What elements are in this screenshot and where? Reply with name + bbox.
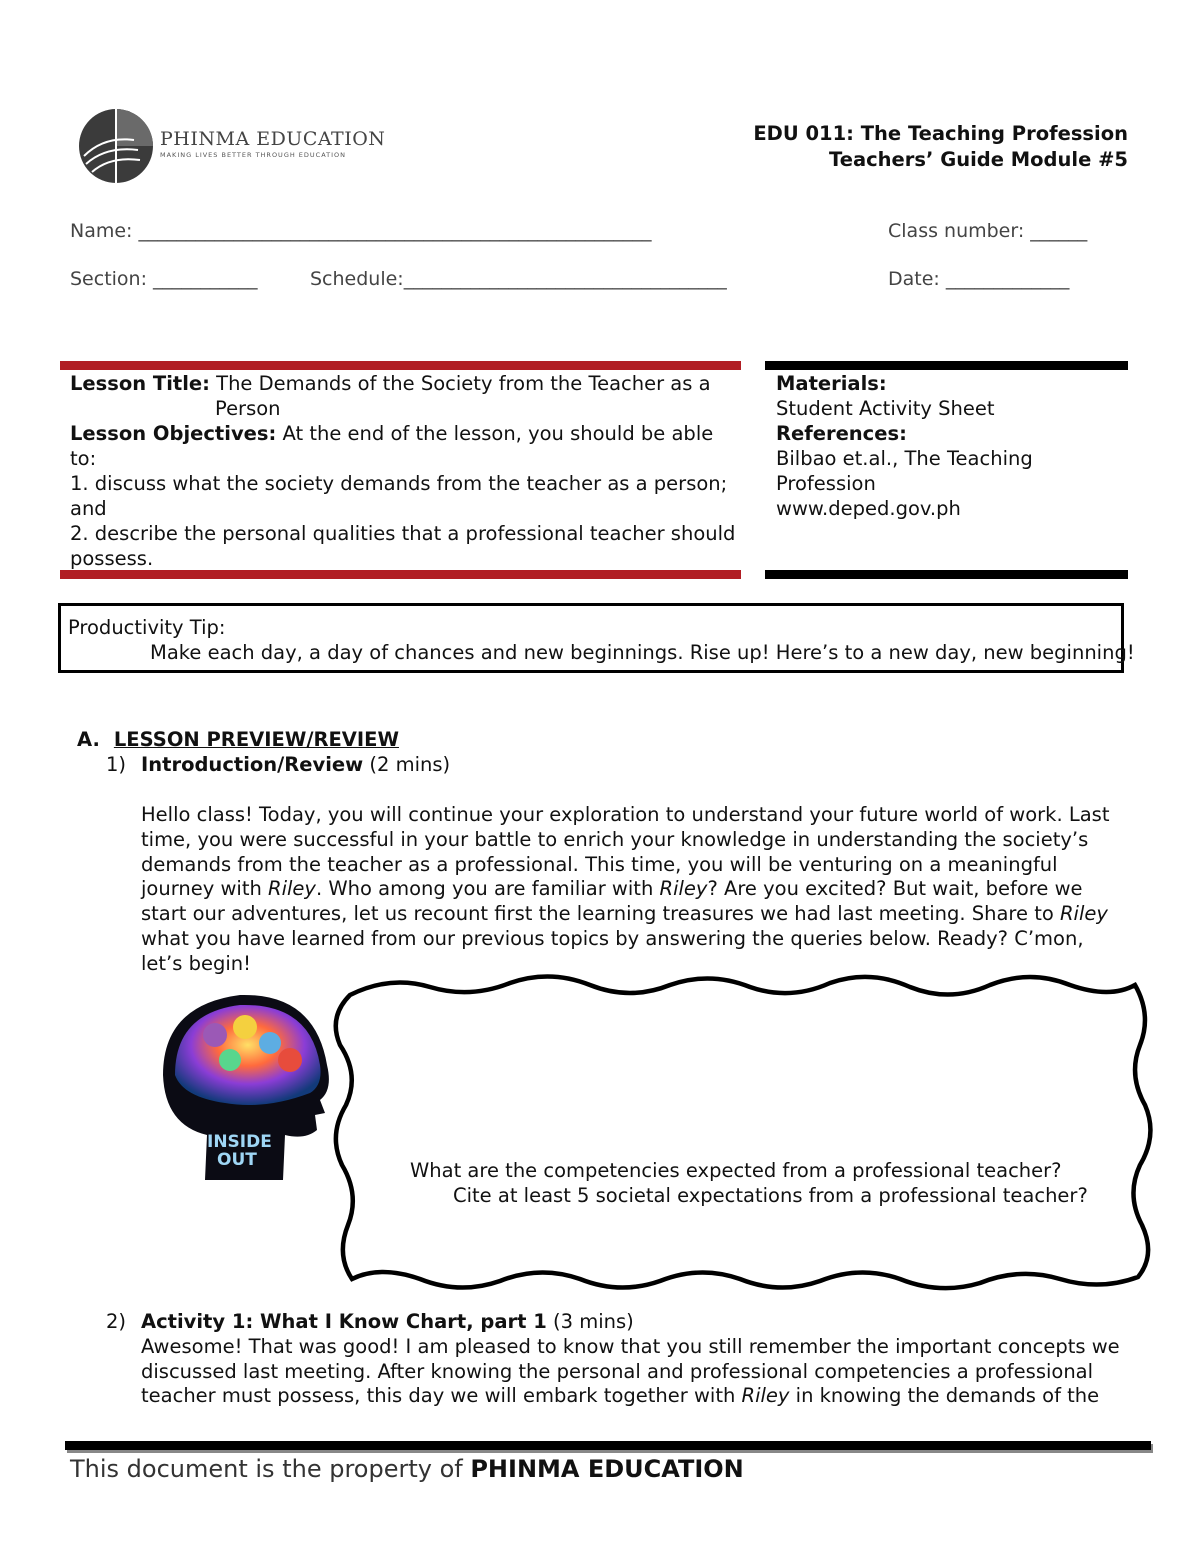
inside-out-logo-line1: INSIDE	[207, 1132, 272, 1152]
tip-text: Make each day, a day of chances and new beginnings. Rise up! Here’s to a new day, new beginning!	[150, 641, 1135, 664]
objective-1: 1. discuss what the society demands from the teacher as a person; and	[70, 472, 728, 520]
materials-bottom-bar	[765, 570, 1128, 579]
lesson-title: The Demands of the Society from the Teacher as a	[209, 372, 711, 395]
item-2-body	[141, 1310, 1131, 1409]
objectives-intro: At the end of the lesson, you should be able to:	[70, 422, 714, 470]
section-field[interactable]: Section: ___________	[70, 268, 258, 290]
name-field[interactable]: Name: ______________________________________________________	[70, 220, 652, 242]
question-1: What are the competencies expected from a professional teacher?	[410, 1159, 1062, 1182]
item-2-text-2: in knowing the demands of the	[789, 1384, 1100, 1408]
lesson-top-bar	[60, 361, 741, 370]
riley-name: Riley	[741, 1384, 790, 1408]
item-2-duration: (3 mins)	[546, 1310, 634, 1333]
footer-prefix: This document is the property of	[70, 1455, 471, 1483]
materials-item: Student Activity Sheet	[776, 397, 995, 420]
objectives-label: Lesson Objectives:	[70, 422, 277, 445]
item-2-title: Activity 1: What I Know Chart, part 1	[141, 1310, 547, 1333]
item-1-number: 1)	[106, 753, 127, 776]
section-letter: A.	[77, 728, 100, 751]
footer-owner: PHINMA EDUCATION	[470, 1455, 744, 1483]
riley-name: Riley	[1060, 902, 1108, 926]
course-title	[753, 121, 1128, 173]
module-name: Teachers’ Guide Module #5	[829, 148, 1128, 171]
inside-out-logo-line2: OUT	[217, 1150, 257, 1170]
lesson-title-cont: Person	[215, 397, 281, 420]
objective-2: 2. describe the personal qualities that a professional teacher should possess.	[70, 522, 736, 570]
lesson-bottom-bar	[60, 570, 741, 579]
intro-text-2: . Who among you are familiar with	[315, 877, 660, 901]
item-1-title: Introduction/Review	[141, 753, 364, 776]
intro-text-4: what you have learned from our previous topics by answering the queries below. Ready? C’mon, let’s begin!	[141, 926, 1084, 975]
section-a-heading	[77, 728, 399, 751]
riley-name: Riley	[659, 877, 708, 901]
references-label: References:	[776, 422, 907, 445]
materials-info	[776, 371, 1116, 521]
footer-text	[70, 1455, 744, 1483]
wavy-question-frame	[330, 965, 1155, 1295]
inside-out-head-image	[145, 985, 340, 1185]
date-field[interactable]: Date: _____________	[888, 268, 1070, 290]
section-title: LESSON PREVIEW/REVIEW	[113, 728, 399, 751]
item-2-number: 2)	[106, 1310, 127, 1333]
riley-name: Riley	[268, 877, 316, 901]
reference-1: Bilbao et.al., The Teaching Profession	[776, 447, 1033, 495]
logo-tagline: MAKING LIVES BETTER THROUGH EDUCATION	[160, 151, 347, 159]
item-2-text-1: Awesome! That was good! I am pleased to know that you still remember the important concepts we discussed last meeting. After knowing the personal and professional competencies a professional teacher must possess, this day we will embark together with	[141, 1334, 1120, 1408]
class-number-field[interactable]: Class number: ______	[888, 220, 1088, 242]
intro-paragraph	[141, 803, 1131, 977]
intro-text-1: Hello class! Today, you will continue your exploration to understand your future world of work. Last time, you were successful in your battle to enrich your knowledge in understanding the society’s demands from the teacher as a professional. This time, you will be venturing on a meaningful journey with	[141, 803, 1110, 901]
course-name: EDU 011: The Teaching Profession	[753, 122, 1128, 145]
intro-text-3: ? Are you excited? But wait, before we start our adventures, let us recount first the learning treasures we had last meeting. Share to	[141, 877, 1083, 926]
item-1-heading	[141, 753, 1131, 778]
materials-top-bar	[765, 361, 1128, 370]
reference-2: www.deped.gov.ph	[776, 497, 961, 520]
question-2: Cite at least 5 societal expectations from a professional teacher?	[453, 1184, 1088, 1207]
materials-label: Materials:	[776, 372, 887, 395]
schedule-field[interactable]: Schedule:__________________________________	[310, 268, 727, 290]
lesson-title-label: Lesson Title:	[70, 372, 210, 395]
tip-label: Productivity Tip:	[68, 616, 226, 639]
item-1-duration: (2 mins)	[363, 753, 451, 776]
logo-text: PHINMA EDUCATION	[160, 128, 386, 150]
footer-divider	[65, 1441, 1151, 1450]
lesson-info	[70, 371, 740, 571]
